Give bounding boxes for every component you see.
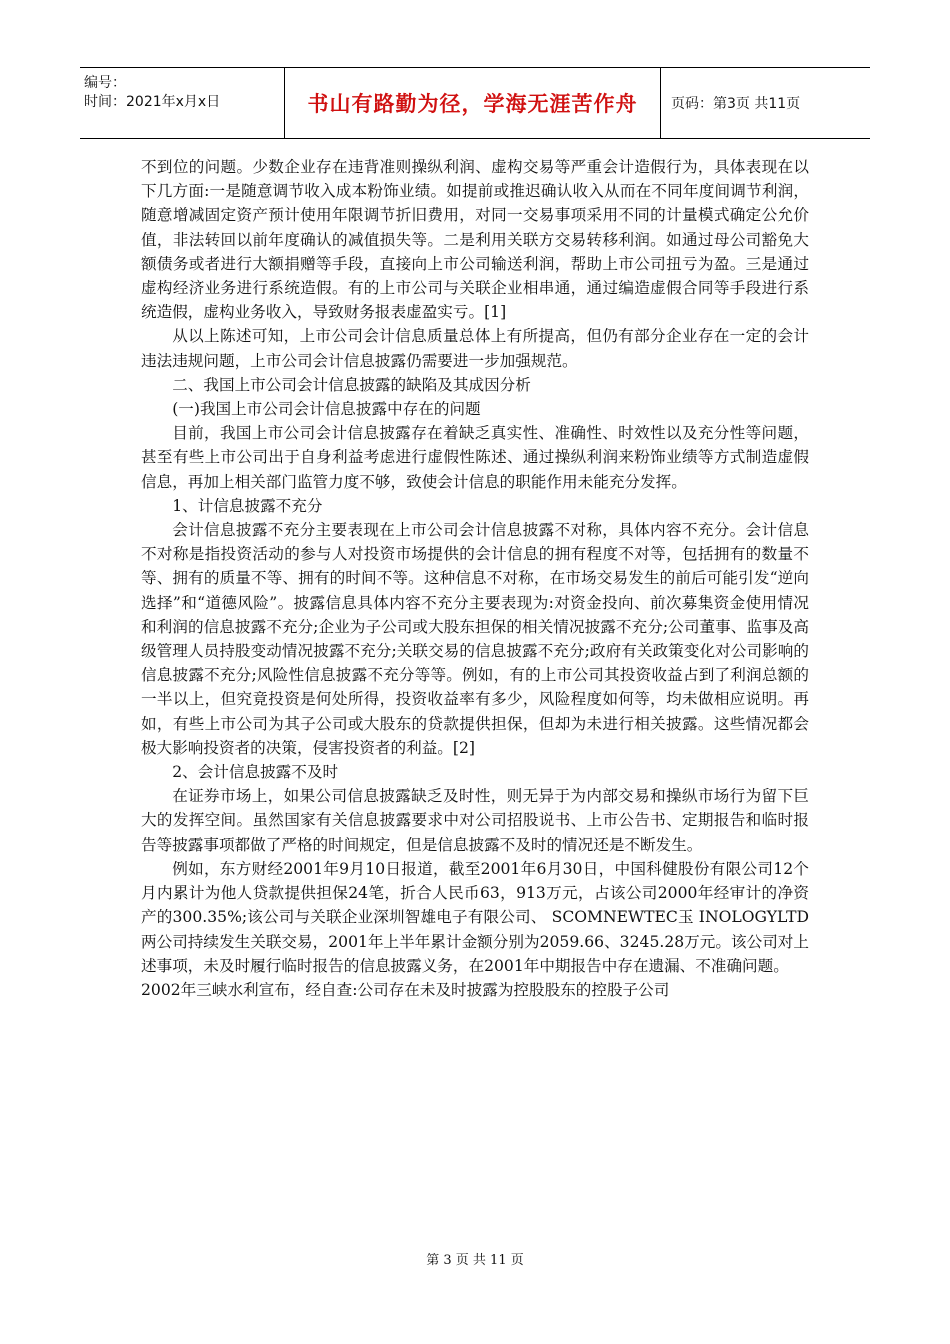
header-page-info: 页码：第3页 共11页 xyxy=(671,96,801,112)
section-heading: 二、我国上市公司会计信息披露的缺陷及其成因分析 xyxy=(172,375,531,394)
item-heading: 2、会计信息披露不及时 xyxy=(172,763,339,782)
paragraph: 目前，我国上市公司会计信息披露存在着缺乏真实性、准确性、时效性以及充分性等问题，甚至有些上市公司出于自身利益考虑进行虚假性陈述、通过操纵利润来粉饰业绩等方式制造虚假信息，再加上相关部门监管力度不够，致使会计信息的职能作用未能充分发挥。 xyxy=(141,424,809,491)
header-motto: 书山有路勤为径，学海无涯苦作舟 xyxy=(285,68,661,138)
subsection-heading: (一)我国上市公司会计信息披露中存在的问题 xyxy=(172,400,481,419)
page-footer: 第 3 页 共 11 页 xyxy=(426,1253,524,1268)
page-header xyxy=(80,67,870,139)
document-number-label: 编号： xyxy=(84,75,126,91)
paragraph: 例如，东方财经2001年9月10日报道，截至2001年6月30日，中国科健股份有限公司12个月内累计为他人贷款提供担保24笔，折合人民币63，913万元，占该公司2000年经审计的净资产的300.35%;该公司与关联企业深圳智雄电子有限公司、 SCOMNEWTEC玉 INOLOGYLTD两公司持续发生关联交易，2001年上半年累计金额分别为2059.66、3245.28万元。该公司对上述事项，未及时履行临时报告的信息披露义务，在2001年中期报告中存在遗漏、不准确问题。 xyxy=(141,859,809,975)
header-meta xyxy=(80,68,285,138)
paragraph: 从以上陈述可知，上市公司会计信息质量总体上有所提高，但仍有部分企业存在一定的会计违法违规问题，上市公司会计信息披露仍需要进一步加强规范。 xyxy=(141,327,809,370)
document-body xyxy=(141,155,809,1002)
paragraph: 不到位的问题。少数企业存在违背准则操纵利润、虚构交易等严重会计造假行为，具体表现在以下几方面:一是随意调节收入成本粉饰业绩。如提前或推迟确认收入从而在不同年度间调节利润，随意增减固定资产预计使用年限调节折旧费用，对同一交易事项采用不同的计量模式确定公允价值，非法转回以前年度确认的减值损失等。二是利用关联方交易转移利润。如通过母公司豁免大额债务或者进行大额捐赠等手段，直接向上市公司输送利润，帮助上市公司扭亏为盈。三是通过虚构经济业务进行系统造假。有的上市公司与关联企业相串通，通过编造虚假合同等手段进行系统造假，虚构业务收入，导致财务报表虚盈实亏。[1] xyxy=(141,158,809,322)
document-time-label: 时间：2021年x月x日 xyxy=(84,94,221,110)
paragraph: 2002年三峡水利宣布，经自查:公司存在未及时披露为控股股东的控股子公司 xyxy=(141,980,670,999)
item-heading: 1、计信息披露不充分 xyxy=(172,496,323,515)
paragraph: 在证券市场上，如果公司信息披露缺乏及时性，则无异于为内部交易和操纵市场行为留下巨大的发挥空间。虽然国家有关信息披露要求中对公司招股说书、上市公告书、定期报告和临时报告等披露事项都做了严格的时间规定，但是信息披露不及时的情况还是不断发生。 xyxy=(141,787,809,854)
paragraph: 会计信息披露不充分主要表现在上市公司会计信息披露不对称，具体内容不充分。会计信息不对称是指投资活动的参与人对投资市场提供的会计信息的拥有程度不对等，包括拥有的数量不等、拥有的质量不等、拥有的时间不等。这种信息不对称，在市场交易发生的前后可能引发“逆向选择”和“道德风险”。披露信息具体内容不充分主要表现为:对资金投向、前次募集资金使用情况和利润的信息披露不充分;企业为子公司或大股东担保的相关情况披露不充分;公司董事、监事及高级管理人员持股变动情况披露不充分;关联交易的信息披露不充分;政府有关政策变化对公司影响的信息披露不充分;风险性信息披露不充分等等。例如，有的上市公司其投资收益占到了利润总额的一半以上，但究竟投资是何处所得，投资收益率有多少，风险程度如何等，均未做相应说明。再如，有些上市公司为其子公司或大股东的贷款提供担保，但却为未进行相关披露。这些情况都会极大影响投资者的决策，侵害投资者的利益。[2] xyxy=(141,521,809,757)
